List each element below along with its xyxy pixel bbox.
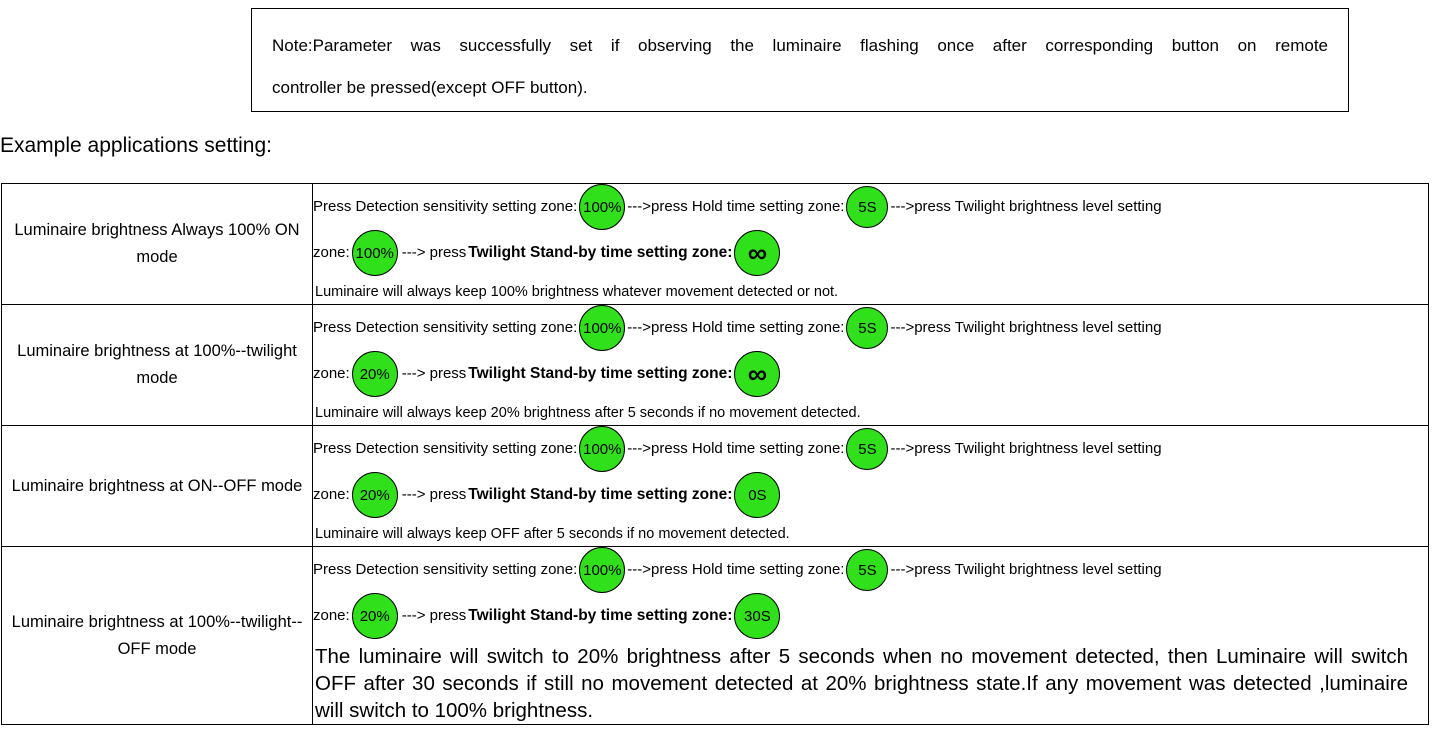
arrow-press-label: ---> press xyxy=(401,365,467,382)
setting-sequence-line-2 xyxy=(313,472,1428,518)
setting-sequence-line-1 xyxy=(313,547,1428,593)
press-detection-label: Press Detection sensitivity setting zone: xyxy=(313,319,578,336)
hold-time-bubble: 5S xyxy=(846,549,888,591)
standby-time-bubble: ∞ xyxy=(734,230,780,276)
note-line-2: controller be pressed(except OFF button). xyxy=(272,78,588,97)
mode-description xyxy=(313,426,1429,547)
mode-description xyxy=(313,547,1429,725)
mode-label: Luminaire brightness at 100%--twilight mode xyxy=(2,305,313,426)
table-row xyxy=(2,547,1429,725)
hold-time-bubble: 5S xyxy=(846,428,888,470)
twilight-standby-label: Twilight Stand-by time setting zone: xyxy=(468,607,733,624)
twilight-standby-label: Twilight Stand-by time setting zone: xyxy=(468,486,733,503)
zone-prefix-label: zone: xyxy=(313,365,350,382)
sensitivity-bubble: 100% xyxy=(579,426,625,472)
mode-summary: Luminaire will always keep OFF after 5 seconds if no movement detected. xyxy=(315,526,790,542)
twilight-standby-label: Twilight Stand-by time setting zone: xyxy=(468,365,733,382)
mode-summary: Luminaire will always keep 20% brightness after 5 seconds if no movement detected. xyxy=(315,405,861,421)
table-row xyxy=(2,184,1429,305)
press-twilight-level-label: --->press Twilight brightness level setting xyxy=(890,440,1162,457)
press-detection-label: Press Detection sensitivity setting zone: xyxy=(313,198,578,215)
standby-time-bubble: ∞ xyxy=(734,351,780,397)
press-twilight-level-label: --->press Twilight brightness level setting xyxy=(890,319,1162,336)
mode-label: Luminaire brightness at 100%--twilight--OFF mode xyxy=(2,547,313,725)
hold-time-bubble: 5S xyxy=(846,307,888,349)
zone-prefix-label: zone: xyxy=(313,486,350,503)
mode-description xyxy=(313,184,1429,305)
mode-summary: Luminaire will always keep 100% brightness whatever movement detected or not. xyxy=(315,284,839,300)
arrow-press-label: ---> press xyxy=(401,244,467,261)
mode-summary: The luminaire will switch to 20% brightness after 5 seconds when no movement detected, then Luminaire will switch OFF after 30 seconds if still no movement detected at 20% brightness state.If any movement was detected ,luminaire will switch to 100% brightness. xyxy=(315,645,1408,722)
hold-time-bubble: 5S xyxy=(846,186,888,228)
sensitivity-bubble: 100% xyxy=(579,547,625,593)
table-row xyxy=(2,426,1429,547)
setting-sequence-line-1 xyxy=(313,184,1428,230)
applications-table xyxy=(1,183,1429,725)
setting-sequence-line-1 xyxy=(313,305,1428,351)
twilight-standby-label: Twilight Stand-by time setting zone: xyxy=(468,244,733,261)
press-hold-label: --->press Hold time setting zone: xyxy=(627,561,845,578)
sensitivity-bubble: 100% xyxy=(579,184,625,230)
twilight-level-bubble: 20% xyxy=(352,351,398,397)
arrow-press-label: ---> press xyxy=(401,486,467,503)
press-hold-label: --->press Hold time setting zone: xyxy=(627,198,845,215)
sensitivity-bubble: 100% xyxy=(579,305,625,351)
zone-prefix-label: zone: xyxy=(313,244,350,261)
setting-sequence-line-1 xyxy=(313,426,1428,472)
note-line-1: Note:Parameter was successfully set if observing the luminaire flashing once after corresponding button on remote xyxy=(272,36,1328,55)
twilight-level-bubble: 20% xyxy=(352,593,398,639)
mode-label: Luminaire brightness Always 100% ON mode xyxy=(2,184,313,305)
press-detection-label: Press Detection sensitivity setting zone: xyxy=(313,561,578,578)
press-hold-label: --->press Hold time setting zone: xyxy=(627,440,845,457)
mode-description xyxy=(313,305,1429,426)
press-hold-label: --->press Hold time setting zone: xyxy=(627,319,845,336)
zone-prefix-label: zone: xyxy=(313,607,350,624)
standby-time-bubble: 30S xyxy=(734,593,780,639)
mode-label: Luminaire brightness at ON--OFF mode xyxy=(2,426,313,547)
setting-sequence-line-2 xyxy=(313,351,1428,397)
setting-sequence-line-2 xyxy=(313,230,1428,276)
twilight-level-bubble: 100% xyxy=(352,230,398,276)
example-title: Example applications setting: xyxy=(0,134,272,157)
table-row xyxy=(2,305,1429,426)
standby-time-bubble: 0S xyxy=(734,472,780,518)
press-twilight-level-label: --->press Twilight brightness level setting xyxy=(890,198,1162,215)
twilight-level-bubble: 20% xyxy=(352,472,398,518)
note-box xyxy=(251,8,1349,112)
press-detection-label: Press Detection sensitivity setting zone: xyxy=(313,440,578,457)
setting-sequence-line-2 xyxy=(313,593,1428,639)
press-twilight-level-label: --->press Twilight brightness level setting xyxy=(890,561,1162,578)
arrow-press-label: ---> press xyxy=(401,607,467,624)
